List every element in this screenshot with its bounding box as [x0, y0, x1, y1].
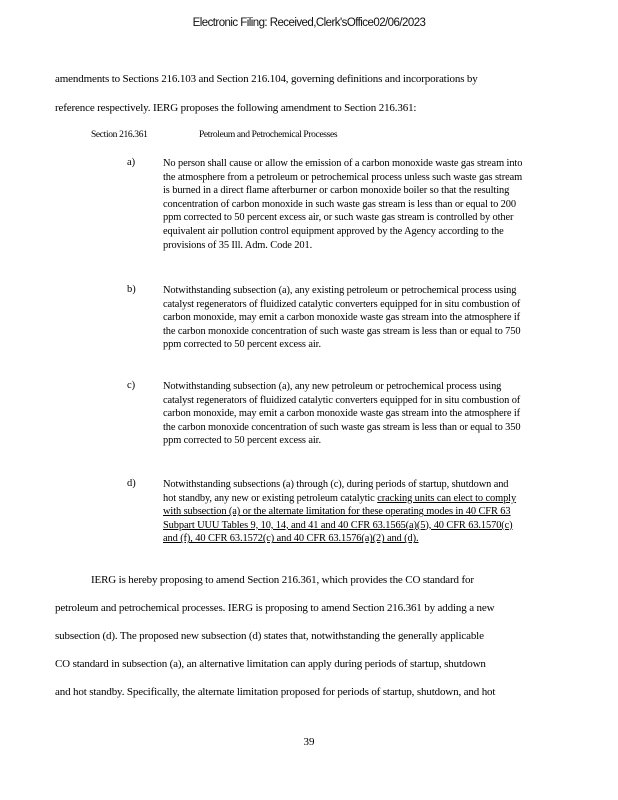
subsection-c-label: c) — [127, 380, 136, 391]
subsection-b-label: b) — [127, 284, 136, 295]
intro-line-2: reference respectively. IERG proposes the following amendment to Section 216.361: — [55, 102, 417, 114]
subsection-d-text — [163, 478, 523, 546]
body-line-3: subsection (d). The proposed new subsection (d) states that, notwithstanding the generally applicable — [55, 630, 484, 642]
intro-line-1: amendments to Sections 216.103 and Section 216.104, governing definitions and incorporations by — [55, 73, 478, 85]
subsection-a-text: No person shall cause or allow the emission of a carbon monoxide waste gas stream into the atmosphere from a petroleum or petrochemical process unless such waste gas stream is burned in a direct flame afterburner or carbon monoxide boiler so that the resulting concentration of carbon monoxide in such waste gas stream is less than or equal to 200 ppm corrected to 50 percent excess air, or such waste gas stream is controlled by other equivalent air pollution control equipment approved by the Agency according to the provisions of 35 Ill. Adm. Code 201. — [163, 158, 523, 251]
subsection-a-label: a) — [127, 157, 136, 168]
body-line-1: IERG is hereby proposing to amend Section 216.361, which provides the CO standard for — [91, 574, 474, 586]
page-number: 39 — [303, 736, 315, 748]
subsection-c-text: Notwithstanding subsection (a), any new petroleum or petrochemical process using catalyst regenerators of fluidized catalytic converters equipped for in situ combustion of carbon monoxide, may emit a carbon monoxide waste gas stream into the atmosphere if the carbon monoxide concentration of such waste gas stream is less than or equal to 350 ppm corrected to 50 percent excess air. — [163, 381, 521, 447]
body-line-5: and hot standby. Specifically, the alternate limitation proposed for periods of startup, shutdown, and hot — [55, 686, 496, 698]
section-number: Section 216.361 — [91, 130, 148, 140]
section-title: Petroleum and Petrochemical Processes — [199, 130, 338, 140]
subsection-d-plain-text: Notwithstanding subsections (a) through (c), during periods of startup, shutdown and hot standby, any new or existing petroleum catalytic — [163, 479, 509, 504]
subsection-d-label: d) — [127, 478, 136, 489]
subsection-b-text: Notwithstanding subsection (a), any existing petroleum or petrochemical process using catalyst regenerators of fluidized catalytic converters equipped for in situ combustion of carbon monoxide, may emit a carbon monoxide waste gas stream into the atmosphere if the carbon monoxide concentration of such waste gas stream is less than or equal to 750 ppm corrected to 50 percent excess air. — [163, 285, 521, 351]
body-line-2: petroleum and petrochemical processes. IERG is proposing to amend Section 216.361 by adding a new — [55, 602, 495, 614]
filing-stamp-header: Electronic Filing: Received,Clerk'sOffice02/06/2023 — [192, 17, 426, 29]
subsection-d-amended-text: cracking units can elect to comply with subsection (a) or the alternate limitation for these operating modes in 40 CFR 63 Subpart UUU Tables 9, 10, 14, and 41 and 40 CFR 63.1565(a)(5), 40 CFR 63.1570(c) and (f), 40 CFR 63.1572(c) and 40 CFR 63.1576(a)(2) and (d). — [163, 492, 517, 545]
body-line-4: CO standard in subsection (a), an alternative limitation can apply during periods of startup, shutdown — [55, 658, 486, 670]
